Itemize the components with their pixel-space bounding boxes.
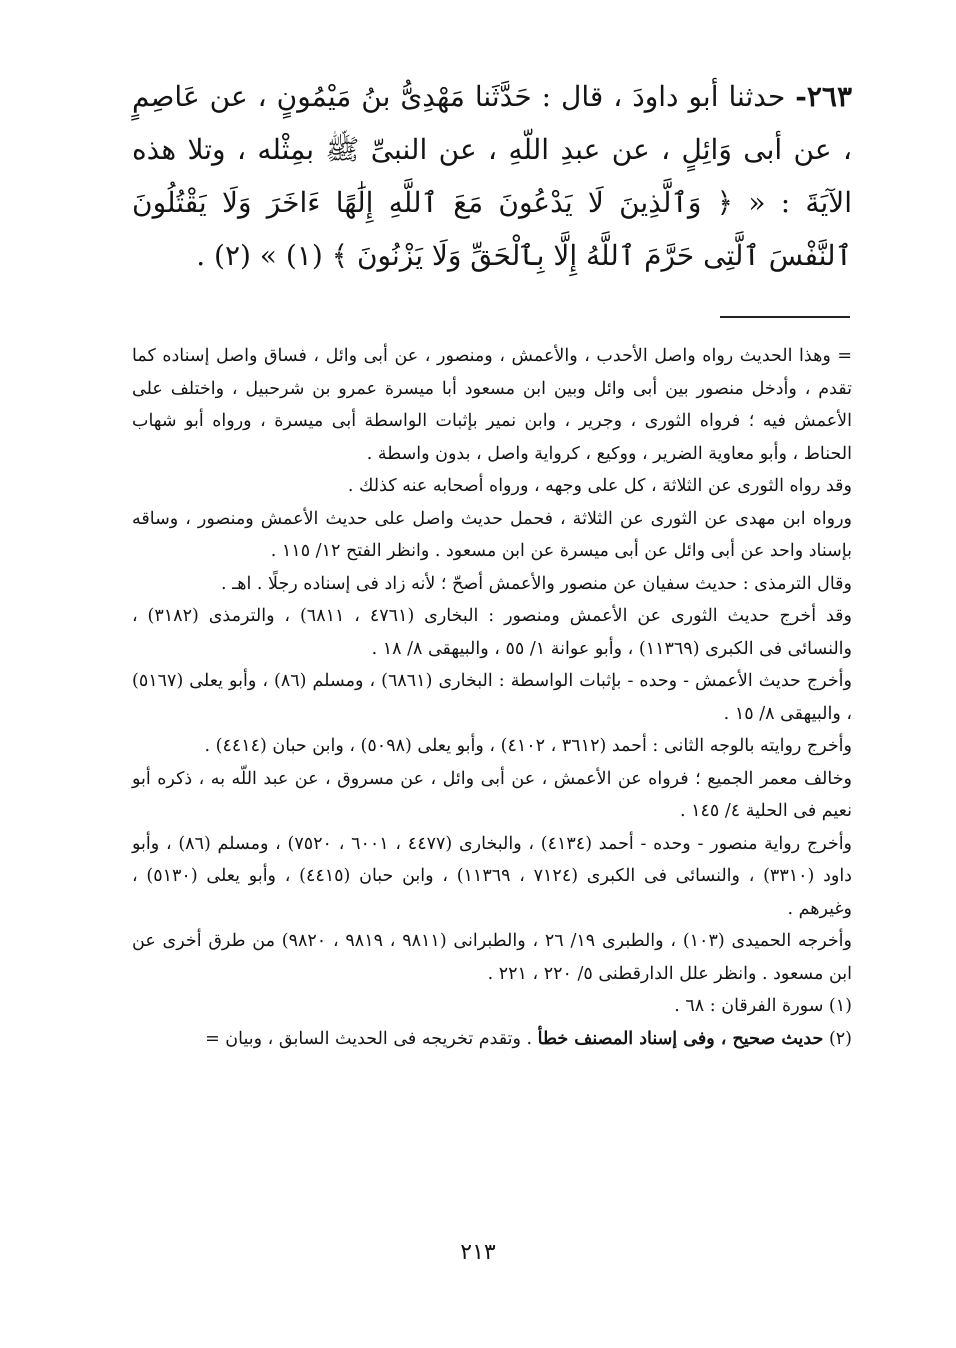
footnote-divider — [720, 316, 850, 318]
hadith-line-4: حَرَّمَ ٱللَّهُ إِلَّا بِٱلْحَقِّ وَلَا يَزْنُونَ ﴾ (١) » (٢) . — [196, 239, 695, 272]
footnote-paragraph: وقد أخرج حديث الثورى عن الأعمش ومنصور : البخارى (٤٧٦١ ، ٦٨١١) ، والترمذى (٣١٨٢) ، والنسائى فى الكبرى (١١٣٦٩) ، وأبو عوانة ١/ ٥٥ ، والبيهقى ٨/ ١٨ . — [132, 606, 852, 659]
hadith-line-2: عَاصِمٍ ، عن أبى وَائِلٍ ، عن عبدِ اللّهِ ، عن النبىِّ ﷺ بمِثْله ، وتلا هذه — [132, 80, 852, 166]
footnotes — [132, 340, 852, 1055]
footnote-paragraph: وأخرج روايته بالوجه الثانى : أحمد (٣٦١٢ ، ٤١٠٢) ، وأبو يعلى (٥٠٩٨) ، وابن حبان (٤٤١٤) . — [204, 736, 852, 756]
footnote-1: (١) سورة الفرقان : ٦٨ . — [674, 996, 852, 1016]
page-number: ٢١٣ — [460, 1240, 496, 1265]
hadith-text — [132, 70, 852, 282]
footnote-paragraph: وأخرجه الحميدى (١٠٣) ، والطبرى ١٩/ ٢٦ ، والطبرانى (٩٨١١ ، ٩٨١٩ ، ٩٨٢٠) من طرق أخرى عن ابن مسعود . وانظر علل الدارقطنى ٥/ ٢٢٠ ، ٢٢١ . — [132, 931, 852, 984]
footnote-paragraph: وقد رواه الثورى عن الثلاثة ، كل على وجهه ، ورواه أصحابه عنه كذلك . — [347, 476, 852, 496]
footnote-2-error-note: وفى إسناد المصنف خطأ — [537, 1028, 715, 1049]
footnote-paragraph: = وهذا الحديث رواه واصل الأحدب ، والأعمش ، ومنصور ، عن أبى وائل ، فساق واصل إسناده كما تقدم ، وأدخل منصور بين أبى وائل وبين ابن مسعود أبا ميسرة عمرو بن شرحبيل ، واختلف على الأعمش فيه ؛ فرواه الثورى ، وجرير ، وابن نمير بإثبات الواسطة أبى ميسرة ، ورواه أبو شهاب الحناط ، وأبو معاوية الضرير ، ووكيع ، كرواية واصل ، بدون واسطة . — [132, 346, 852, 464]
footnote-2-verdict: حديث صحيح ، — [714, 1028, 824, 1049]
footnote-2-marker: (٢) — [823, 1028, 852, 1049]
footnote-2 — [132, 1023, 852, 1056]
footnote-paragraph: وأخرج رواية منصور - وحده - أحمد (٤١٣٤) ، والبخارى (٤٤٧٧ ، ٦٠٠١ ، ٧٥٢٠) ، ومسلم (٨٦) ، وأبو داود (٣٣١٠) ، والنسائى فى الكبرى (٧١٢٤ ، ١١٣٦٩) ، وابن حبان (٤٤١٥) ، وأبو يعلى (٥١٣٠) ، وغيرهم . — [132, 833, 853, 919]
footnote-paragraph: وأخرج حديث الأعمش - وحده - بإثبات الواسطة : البخارى (٦٨٦١) ، ومسلم (٨٦) ، وأبو يعلى (٥١٦٧) ، والبيهقى ٨/ ١٥ . — [132, 671, 852, 724]
hadith-line-1: حدثنا أبو داودَ ، قال : حَدَّثَنا مَهْدِىُّ بنُ مَيْمُونٍ ، عن — [209, 80, 786, 113]
footnote-2-rest: . وتقدم تخريجه فى الحديث السابق ، وبيان = — [205, 1028, 538, 1049]
main-text-block — [132, 70, 852, 282]
footnote-paragraph: وقال الترمذى : حديث سفيان عن منصور والأعمش أصحّ ؛ لأنه زاد فى إسناده رجلًا . اهـ . — [220, 573, 852, 594]
hadith-number: ٢٦٣- — [795, 80, 852, 113]
hadith-line-3: الآيَةَ : « ﴿ وَٱلَّذِينَ لَا يَدْعُونَ مَعَ ٱللَّهِ إِلَٰهًا ءَاخَرَ وَلَا يَقْتُلُونَ ٱلنَّفْسَ ٱلَّتِى — [132, 186, 852, 272]
footnote-paragraph: ورواه ابن مهدى عن الثورى عن الثلاثة ، فحمل حديث واصل على حديث الأعمش ومنصور ، وساقه بإسناد واحد عن أبى وائل عن أبى ميسرة عن ابن مسعود . وانظر الفتح ١٢/ ١١٥ . — [132, 508, 852, 561]
footnote-paragraph: وخالف معمر الجميع ؛ فرواه عن الأعمش ، عن أبى وائل ، عن مسروق ، عن عبد اللّه به ، ذكره أبو نعيم فى الحلية ٤/ ١٤٥ . — [132, 768, 852, 821]
